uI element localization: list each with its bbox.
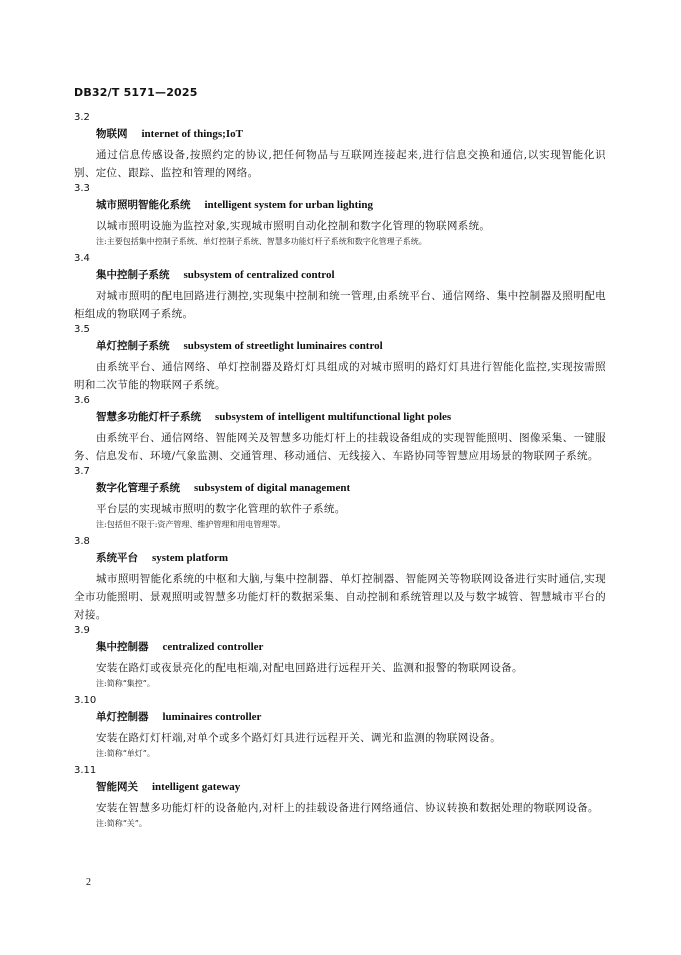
term-note: 注:简称“关”。 xyxy=(96,819,147,828)
term-entry xyxy=(74,465,606,535)
term-entry xyxy=(74,394,606,465)
term-title xyxy=(96,127,606,146)
term-number: 3.3 xyxy=(74,183,90,194)
term-note: 注:包括但不限于:资产管理、维护管理和用电管理等。 xyxy=(96,520,286,529)
term-chinese-name: 智慧多功能灯杆子系统 xyxy=(96,411,201,423)
term-english-name: internet of things;IoT xyxy=(141,128,243,140)
term-definition: 平台层的实现城市照明的数字化管理的软件子系统。 xyxy=(96,503,346,515)
term-english-name: subsystem of streetlight luminaires control xyxy=(183,340,383,352)
term-chinese-name: 集中控制子系统 xyxy=(96,269,170,281)
term-english-name: system platform xyxy=(152,552,229,564)
term-definition: 安装在智慧多功能灯杆的设备舱内,对杆上的挂载设备进行网络通信、协议转换和数据处理的物联网设备。 xyxy=(96,802,599,814)
term-entry xyxy=(74,182,606,252)
term-english-name: subsystem of centralized control xyxy=(183,269,335,281)
term-title xyxy=(96,551,606,570)
term-note: 注:主要包括集中控制子系统、单灯控制子系统、智慧多功能灯杆子系统和数字化管理子系统。 xyxy=(96,237,427,246)
term-number: 3.11 xyxy=(74,765,97,776)
term-title xyxy=(96,640,606,659)
term-definition: 以城市照明设施为监控对象,实现城市照明自动化控制和数字化管理的物联网系统。 xyxy=(96,220,491,232)
term-entry xyxy=(74,535,606,624)
term-chinese-name: 系统平台 xyxy=(96,552,138,564)
term-definition: 通过信息传感设备,按照约定的协议,把任何物品与互联网连接起来,进行信息交换和通信,以实现智能化识别、定位、跟踪、监控和管理的网络。 xyxy=(74,149,606,179)
term-title xyxy=(96,198,606,217)
term-definition: 安装在路灯或夜景亮化的配电柜端,对配电回路进行远程开关、监测和报警的物联网设备。 xyxy=(96,662,523,674)
term-entry xyxy=(74,764,606,834)
term-english-name: subsystem of intelligent multifunctional light poles xyxy=(215,411,452,423)
term-title xyxy=(96,710,606,729)
term-title xyxy=(96,339,606,358)
term-english-name: intelligent system for urban lighting xyxy=(204,199,373,211)
term-chinese-name: 单灯控制子系统 xyxy=(96,340,170,352)
document-code-header: DB32/T 5171—2025 xyxy=(74,86,198,99)
term-chinese-name: 单灯控制器 xyxy=(96,711,149,723)
term-english-name: intelligent gateway xyxy=(152,781,241,793)
term-definition: 由系统平台、通信网络、智能网关及智慧多功能灯杆上的挂载设备组成的实现智能照明、图像采集、一键服务、信息发布、环境/气象监测、交通管理、移动通信、无线接入、车路协同等智慧应用场景的物联网子系统。 xyxy=(74,432,606,462)
term-note: 注:简称“集控”。 xyxy=(96,679,155,688)
term-chinese-name: 城市照明智能化系统 xyxy=(96,199,191,211)
page-number: 2 xyxy=(86,877,91,888)
term-entry xyxy=(74,252,606,323)
term-chinese-name: 物联网 xyxy=(96,128,128,140)
term-definition: 对城市照明的配电回路进行测控,实现集中控制和统一管理,由系统平台、通信网络、集中控制器及照明配电柜组成的物联网子系统。 xyxy=(74,290,606,320)
terms-list xyxy=(74,111,606,834)
term-definition: 城市照明智能化系统的中枢和大脑,与集中控制器、单灯控制器、智能网关等物联网设备进行实时通信,实现全市功能照明、景观照明或智慧多功能灯杆的数据采集、自动控制和系统管理以及与数字城管、智慧城市平台的对接。 xyxy=(74,573,606,621)
term-number: 3.10 xyxy=(74,695,97,706)
term-entry xyxy=(74,694,606,764)
term-number: 3.8 xyxy=(74,536,90,547)
term-number: 3.7 xyxy=(74,466,90,477)
term-definition: 由系统平台、通信网络、单灯控制器及路灯灯具组成的对城市照明的路灯灯具进行智能化监控,实现按需照明和二次节能的物联网子系统。 xyxy=(74,361,606,391)
term-english-name: luminaires controller xyxy=(162,711,262,723)
term-title xyxy=(96,780,606,799)
term-number: 3.2 xyxy=(74,112,90,123)
term-number: 3.6 xyxy=(74,395,90,406)
term-title xyxy=(96,410,606,429)
term-title xyxy=(96,481,606,500)
term-chinese-name: 集中控制器 xyxy=(96,641,149,653)
term-chinese-name: 智能网关 xyxy=(96,781,138,793)
term-entry xyxy=(74,624,606,694)
term-entry xyxy=(74,323,606,394)
term-title xyxy=(96,268,606,287)
term-chinese-name: 数字化管理子系统 xyxy=(96,482,180,494)
term-definition: 安装在路灯灯杆端,对单个或多个路灯灯具进行远程开关、调光和监测的物联网设备。 xyxy=(96,732,502,744)
term-entry xyxy=(74,111,606,182)
term-english-name: subsystem of digital management xyxy=(194,482,351,494)
term-number: 3.5 xyxy=(74,324,90,335)
term-number: 3.9 xyxy=(74,625,90,636)
term-number: 3.4 xyxy=(74,253,90,264)
term-note: 注:简称“单灯”。 xyxy=(96,749,155,758)
term-english-name: centralized controller xyxy=(162,641,264,653)
